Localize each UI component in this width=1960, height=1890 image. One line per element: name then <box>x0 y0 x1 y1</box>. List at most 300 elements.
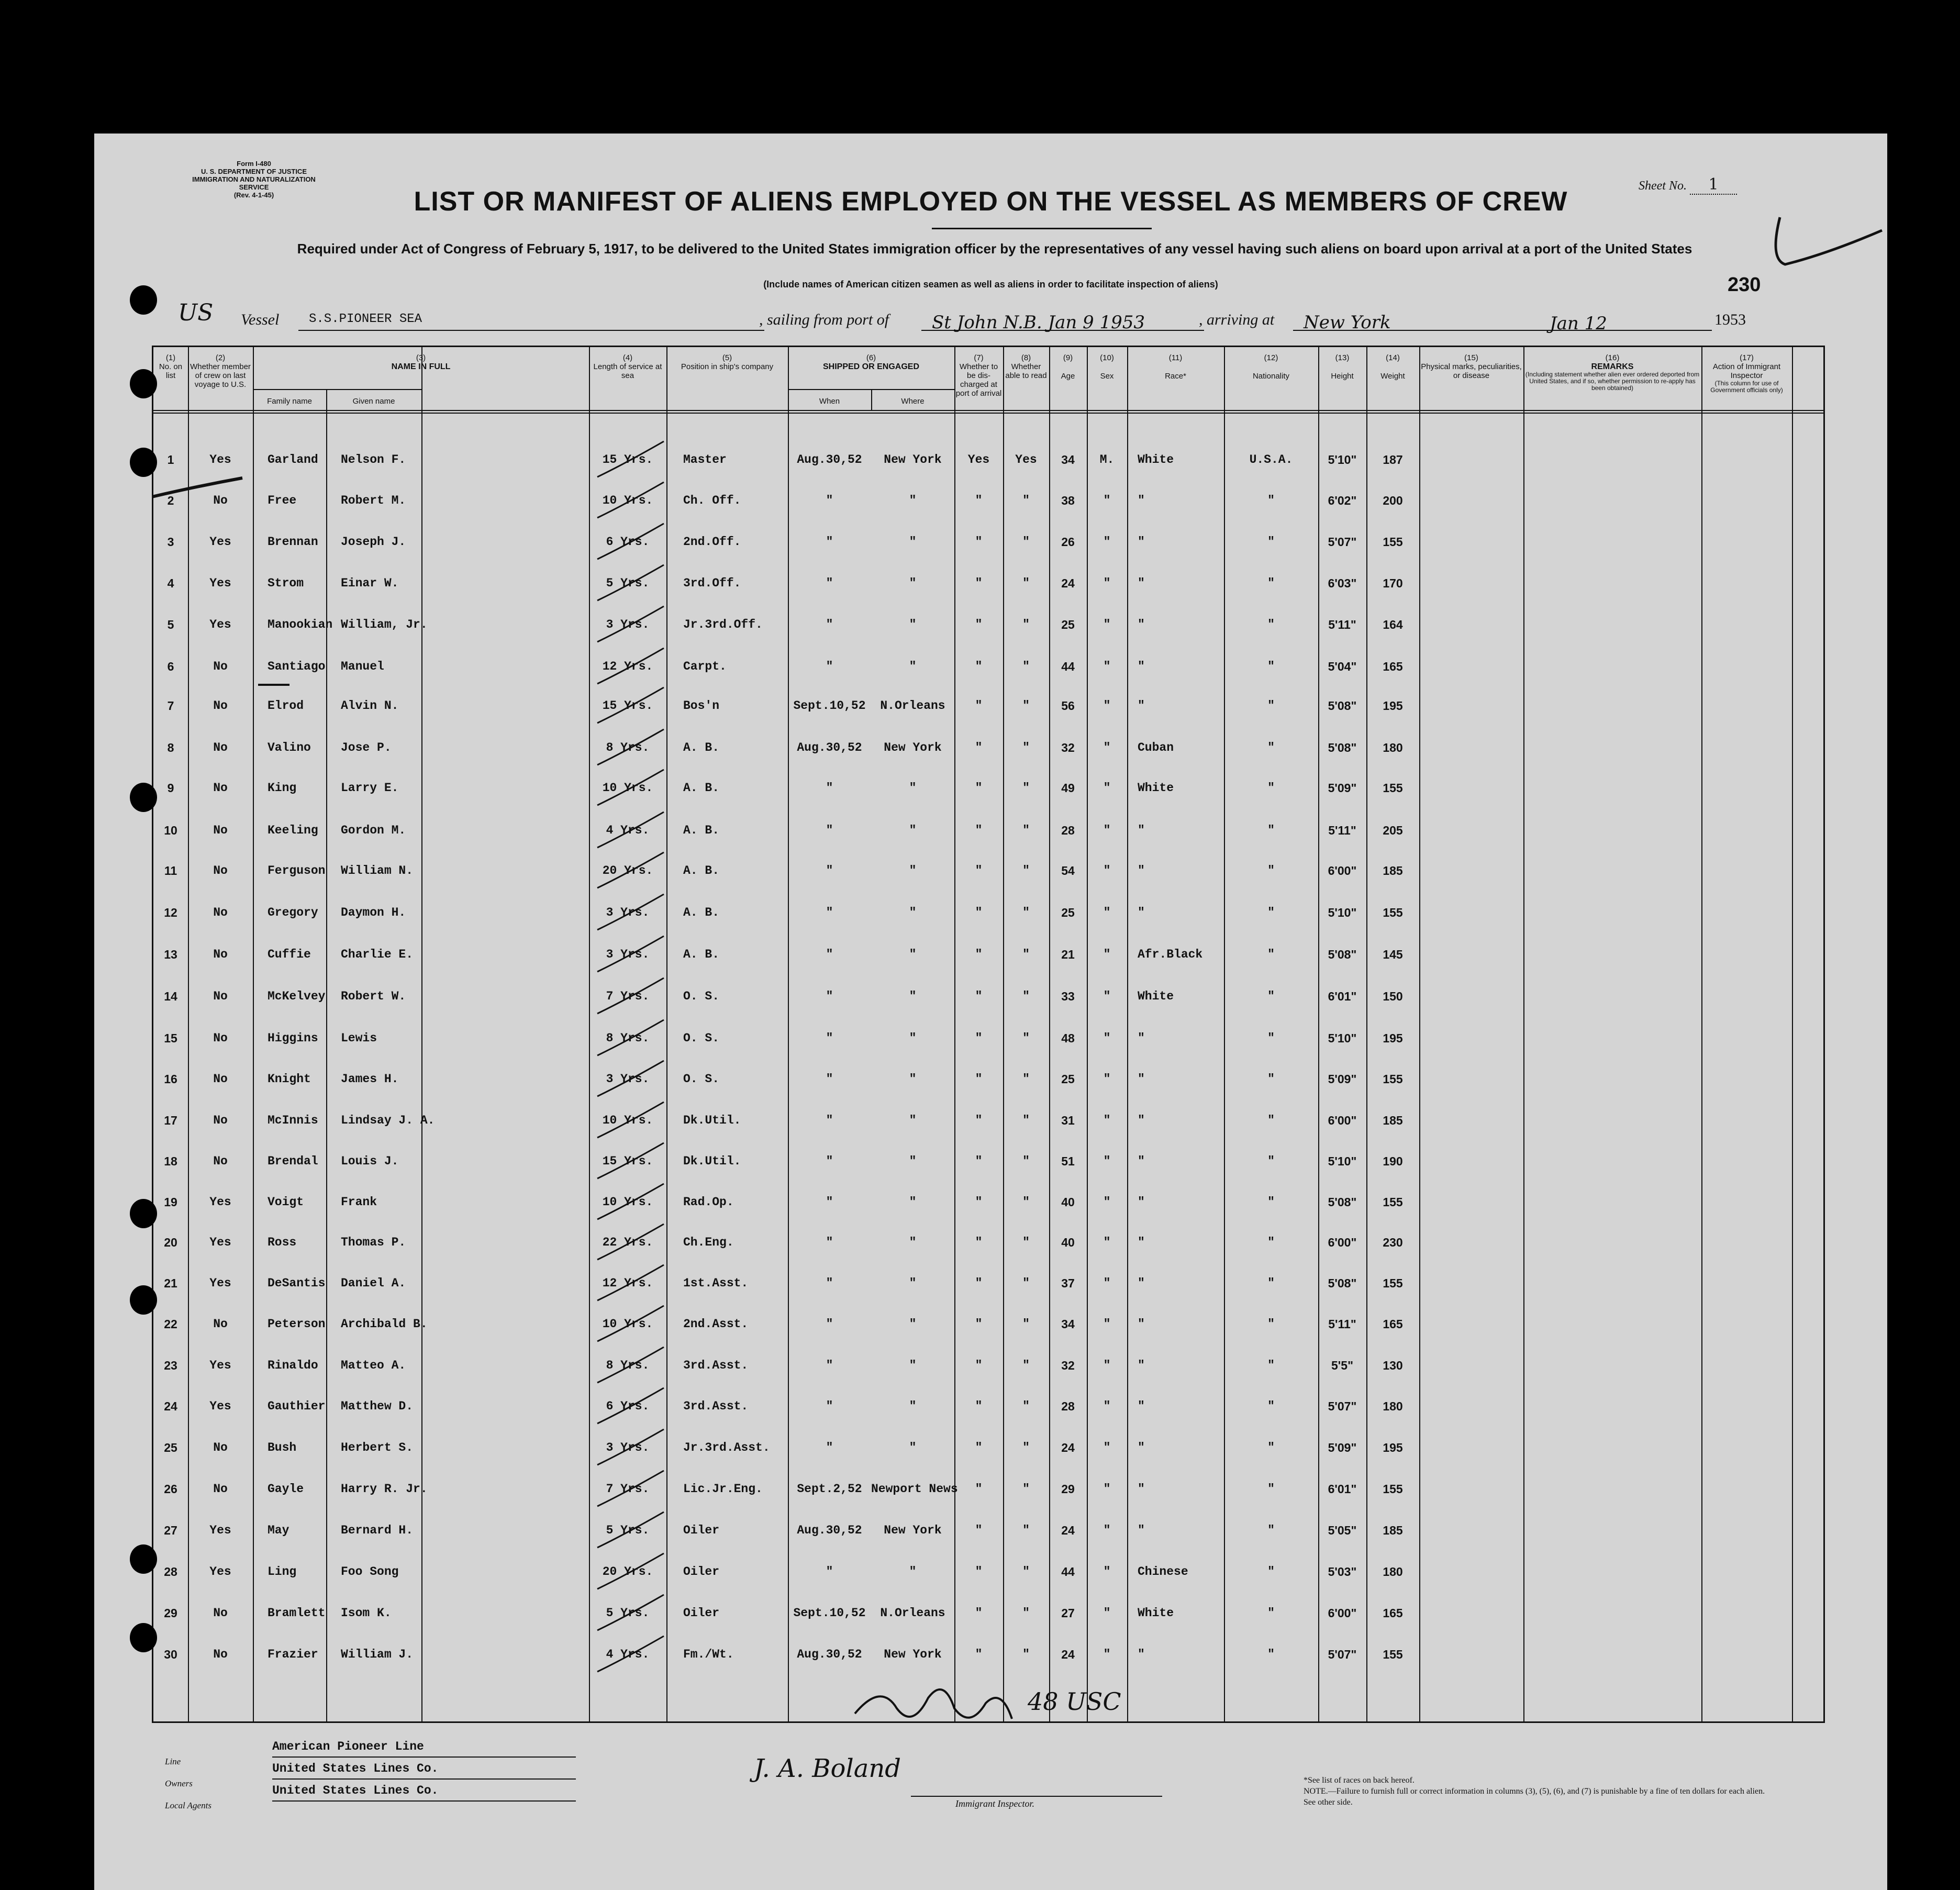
cell-position: Jr.3rd.Asst. <box>683 1441 770 1454</box>
cell-read: " <box>1022 1276 1030 1290</box>
cell-position: 3rd.Asst. <box>683 1359 749 1372</box>
cell-read: " <box>1022 1195 1030 1209</box>
cell-service: 6 Yrs. <box>606 1399 650 1413</box>
cell-sex: " <box>1103 1072 1111 1086</box>
cell-where: " <box>909 1236 917 1249</box>
cell-age: 34 <box>1061 453 1075 466</box>
cell-service: 15 Yrs. <box>602 699 653 713</box>
cell-height: 5'05" <box>1328 1524 1357 1537</box>
cell-age: 25 <box>1061 1072 1075 1086</box>
cell-prev: No <box>213 1154 228 1168</box>
cell-read: " <box>1022 699 1030 713</box>
cell-no: 3 <box>167 535 174 549</box>
cell-no: 15 <box>164 1031 177 1045</box>
cell-prev: No <box>213 1031 228 1045</box>
cell-read: " <box>1022 1317 1030 1331</box>
cell-where: " <box>909 1359 917 1372</box>
cell-when: " <box>826 660 833 673</box>
cell-nat: " <box>1267 1154 1275 1168</box>
cell-age: 48 <box>1061 1031 1075 1045</box>
cell-age: 40 <box>1061 1195 1075 1209</box>
cell-disch: " <box>975 535 983 549</box>
service-check-stroke <box>597 936 664 972</box>
header-no: (1) No. on list <box>159 353 183 380</box>
cell-service: 8 Yrs. <box>606 1359 650 1372</box>
cell-nat: " <box>1267 1072 1275 1086</box>
cell-given: Archibald B. <box>341 1317 428 1331</box>
punch-hole <box>130 1544 157 1574</box>
cell-prev: Yes <box>209 1276 231 1290</box>
cell-family: May <box>268 1524 289 1537</box>
cell-disch: " <box>975 1154 983 1168</box>
cell-weight: 150 <box>1383 990 1403 1003</box>
punch-hole <box>130 448 157 477</box>
cell-nat: " <box>1267 948 1275 961</box>
cell-service: 3 Yrs. <box>606 948 650 961</box>
cell-race: " <box>1138 1648 1145 1661</box>
cell-weight: 185 <box>1383 1114 1403 1127</box>
line-label: Line <box>165 1756 181 1766</box>
cell-prev: No <box>213 741 228 754</box>
cell-prev: No <box>213 660 228 673</box>
cell-weight: 195 <box>1383 1031 1403 1045</box>
cell-sex: " <box>1103 864 1111 877</box>
cell-race: " <box>1138 1031 1145 1045</box>
cell-no: 12 <box>164 906 177 919</box>
service-check-stroke <box>597 729 664 765</box>
cell-nat: " <box>1267 1606 1275 1620</box>
cell-no: 23 <box>164 1359 177 1372</box>
cell-sex: " <box>1103 1441 1111 1454</box>
races-note: *See list of races on back hereof. <box>1304 1776 1415 1785</box>
header-weight: (14) Weight <box>1380 353 1405 381</box>
cell-position: Master <box>683 453 727 466</box>
cell-race: " <box>1138 660 1145 673</box>
cell-no: 28 <box>164 1565 177 1578</box>
cell-weight: 187 <box>1383 453 1403 466</box>
cell-no: 19 <box>164 1195 177 1209</box>
cell-height: 5'11" <box>1328 618 1356 631</box>
cell-service: 3 Yrs. <box>606 1441 650 1454</box>
cell-race: " <box>1138 1482 1145 1496</box>
cell-read: " <box>1022 1236 1030 1249</box>
cell-disch: " <box>975 1236 983 1249</box>
cell-disch: Yes <box>967 453 990 466</box>
header-read: (8) Whether able to read <box>1005 353 1047 380</box>
header-prev-voyage: (2) Whether member of crew on last voyage to U.S. <box>190 353 251 389</box>
cell-when: " <box>826 781 833 795</box>
header-name: (3) NAME IN FULL <box>391 353 451 371</box>
cell-height: 5'11" <box>1328 1317 1356 1331</box>
cell-service: 5 Yrs. <box>606 576 650 590</box>
cell-disch: " <box>975 1524 983 1537</box>
cell-when: " <box>826 864 833 877</box>
cell-age: 33 <box>1061 990 1075 1003</box>
cell-race: " <box>1138 1072 1145 1086</box>
header-sex: (10) Sex <box>1100 353 1114 381</box>
cell-position: A. B. <box>683 824 720 837</box>
cell-when: " <box>826 824 833 837</box>
header-discharged: (7) Whether to be dis-charged at port of arrival <box>955 353 1002 398</box>
cell-race: Afr.Black <box>1138 948 1203 961</box>
cell-height: 5'03" <box>1328 1565 1357 1578</box>
cell-age: 27 <box>1061 1606 1075 1620</box>
cell-where: " <box>909 1399 917 1413</box>
vessel-label: Vessel <box>241 311 280 328</box>
cell-sex: " <box>1103 1606 1111 1620</box>
cell-disch: " <box>975 864 983 877</box>
cell-weight: 155 <box>1383 781 1403 795</box>
page-subtitle: Required under Act of Congress of February 5, 1917, to be delivered to the United States immigration officer by the representatives of any vessel having such aliens on board upon arrival at a port of the United States <box>297 241 1692 257</box>
cell-no: 29 <box>164 1606 177 1620</box>
service-check-stroke <box>597 1224 664 1260</box>
cell-nat: " <box>1267 1114 1275 1127</box>
cell-prev: No <box>213 1072 228 1086</box>
cell-prev: Yes <box>209 535 231 549</box>
cell-no: 27 <box>164 1524 177 1537</box>
service-check-stroke <box>597 1061 664 1096</box>
cell-prev: No <box>213 948 228 961</box>
cell-age: 32 <box>1061 741 1075 754</box>
cell-nat: " <box>1267 824 1275 837</box>
cell-family: Keeling <box>268 824 318 837</box>
cell-service: 7 Yrs. <box>606 1482 650 1496</box>
cell-given: Charlie E. <box>341 948 414 961</box>
cell-disch: " <box>975 1565 983 1578</box>
cell-race: White <box>1138 781 1174 795</box>
cell-nat: " <box>1267 494 1275 507</box>
cell-no: 24 <box>164 1399 177 1413</box>
cell-where: " <box>909 824 917 837</box>
cell-when: " <box>826 1359 833 1372</box>
cell-given: Lindsay J. A. <box>341 1114 435 1127</box>
cell-where: " <box>909 494 917 507</box>
cell-prev: Yes <box>209 1195 231 1209</box>
cell-given: Manuel <box>341 660 384 673</box>
service-check-stroke <box>597 1306 664 1341</box>
cell-family: Knight <box>268 1072 311 1086</box>
cell-nat: " <box>1267 741 1275 754</box>
cell-disch: " <box>975 618 983 631</box>
service-check-stroke <box>597 482 664 518</box>
cell-disch: " <box>975 1648 983 1661</box>
cell-family: Free <box>268 494 297 507</box>
cell-where: " <box>909 1276 917 1290</box>
cell-position: Oiler <box>683 1524 720 1537</box>
cell-service: 7 Yrs. <box>606 990 650 1003</box>
vessel-line <box>178 299 1746 335</box>
service-check-stroke <box>597 812 664 848</box>
header-remarks: (16) REMARKS (Including statement whether alien ever ordered deported from United States, and if so, whether permission to re-apply has been obtained) <box>1525 353 1700 392</box>
cell-height: 5'09" <box>1328 1072 1357 1086</box>
cell-disch: " <box>975 824 983 837</box>
cell-position: Jr.3rd.Off. <box>683 618 763 631</box>
cell-disch: " <box>975 948 983 961</box>
cell-read: " <box>1022 1399 1030 1413</box>
header-shipped: (6) SHIPPED OR ENGAGED <box>822 353 920 371</box>
punch-hole <box>130 369 157 398</box>
service-check-stroke <box>597 606 664 642</box>
cell-service: 20 Yrs. <box>602 1565 653 1578</box>
cell-disch: " <box>975 906 983 919</box>
cell-sex: " <box>1103 1524 1111 1537</box>
cell-nat: " <box>1267 1524 1275 1537</box>
owners-value: United States Lines Co. <box>272 1762 576 1780</box>
cell-family: Gauthier <box>268 1399 326 1413</box>
cell-service: 5 Yrs. <box>606 1524 650 1537</box>
cell-disch: " <box>975 1114 983 1127</box>
punch-hole <box>130 1285 157 1315</box>
service-check-stroke <box>597 852 664 888</box>
cell-height: 6'01" <box>1328 1482 1357 1496</box>
header-position: (5) Position in ship's company <box>681 353 774 371</box>
cell-position: Oiler <box>683 1565 720 1578</box>
cell-when: Sept.2,52 <box>797 1482 862 1496</box>
cell-disch: " <box>975 1031 983 1045</box>
cell-weight: 195 <box>1383 1441 1403 1454</box>
cell-where: " <box>909 1195 917 1209</box>
cell-no: 18 <box>164 1154 177 1168</box>
cell-disch: " <box>975 1072 983 1086</box>
cell-age: 21 <box>1061 948 1075 961</box>
cell-nat: " <box>1267 906 1275 919</box>
cell-race: White <box>1138 1606 1174 1620</box>
cell-nat: " <box>1267 1399 1275 1413</box>
cell-where: " <box>909 1154 917 1168</box>
cell-where: " <box>909 948 917 961</box>
cell-prev: Yes <box>209 1399 231 1413</box>
cell-sex: " <box>1103 1399 1111 1413</box>
cell-read: " <box>1022 660 1030 673</box>
cell-race: " <box>1138 824 1145 837</box>
cell-nat: " <box>1267 1031 1275 1045</box>
form-number: Form I-480 <box>237 160 271 168</box>
cell-when: " <box>826 1236 833 1249</box>
cell-sex: " <box>1103 576 1111 590</box>
cell-no: 11 <box>164 864 177 877</box>
cell-nat: " <box>1267 1359 1275 1372</box>
cell-given: Thomas P. <box>341 1236 406 1249</box>
form-department: U. S. DEPARTMENT OF JUSTICE <box>201 168 307 175</box>
cell-disch: " <box>975 1276 983 1290</box>
cell-race: " <box>1138 1359 1145 1372</box>
cell-where: New York <box>884 453 942 466</box>
cell-height: 5'5" <box>1331 1359 1353 1372</box>
cell-when: " <box>826 906 833 919</box>
cell-position: A. B. <box>683 741 720 754</box>
cell-family: McInnis <box>268 1114 318 1127</box>
cell-given: William N. <box>341 864 414 877</box>
cell-disch: " <box>975 1359 983 1372</box>
cell-given: Joseph J. <box>341 535 406 549</box>
cell-family: Valino <box>268 741 311 754</box>
cell-position: Lic.Jr.Eng. <box>683 1482 763 1496</box>
cell-prev: No <box>213 1114 228 1127</box>
cell-service: 10 Yrs. <box>602 1317 653 1331</box>
cell-no: 5 <box>167 618 174 631</box>
cell-prev: No <box>213 494 228 507</box>
arriving-date: Jan 12 <box>1455 313 1712 331</box>
inspector-signature: J. A. Boland <box>754 1754 901 1783</box>
cell-service: 5 Yrs. <box>606 1606 650 1620</box>
cell-family: Frazier <box>268 1648 318 1661</box>
cell-where: " <box>909 660 917 673</box>
cell-height: 6'01" <box>1328 990 1357 1003</box>
cell-no: 16 <box>164 1072 177 1086</box>
cell-nat: " <box>1267 1317 1275 1331</box>
cell-read: " <box>1022 824 1030 837</box>
cell-weight: 180 <box>1383 1565 1403 1578</box>
cell-age: 25 <box>1061 618 1075 631</box>
cell-prev: No <box>213 1482 228 1496</box>
cell-height: 5'09" <box>1328 781 1357 795</box>
service-check-stroke <box>597 1429 664 1465</box>
cell-given: William J. <box>341 1648 414 1661</box>
cell-read: " <box>1022 535 1030 549</box>
header-family-name: Family name <box>267 397 312 406</box>
cell-prev: Yes <box>209 1565 231 1578</box>
cell-service: 3 Yrs. <box>606 1072 650 1086</box>
cell-given: Robert W. <box>341 990 406 1003</box>
cell-when: " <box>826 1154 833 1168</box>
cell-age: 40 <box>1061 1236 1075 1249</box>
cell-disch: " <box>975 1441 983 1454</box>
cell-family: Gayle <box>268 1482 304 1496</box>
cell-when: " <box>826 576 833 590</box>
cell-age: 25 <box>1061 906 1075 919</box>
cell-weight: 230 <box>1383 1236 1403 1249</box>
service-check-stroke <box>597 1265 664 1300</box>
cell-disch: " <box>975 990 983 1003</box>
cell-position: 1st.Asst. <box>683 1276 749 1290</box>
cell-sex: " <box>1103 781 1111 795</box>
service-check-stroke <box>597 565 664 601</box>
cell-read: " <box>1022 1031 1030 1045</box>
cell-no: 8 <box>167 741 174 754</box>
cell-sex: M. <box>1099 453 1115 466</box>
cell-where: " <box>909 1317 917 1331</box>
cell-disch: " <box>975 1606 983 1620</box>
cell-given: Foo Song <box>341 1565 399 1578</box>
cell-race: " <box>1138 535 1145 549</box>
cell-service: 8 Yrs. <box>606 1031 650 1045</box>
cell-where: New York <box>884 1648 942 1661</box>
cell-family: Brendal <box>268 1154 318 1168</box>
cell-no: 1 <box>167 453 174 466</box>
cell-height: 5'11" <box>1328 824 1356 837</box>
sailing-port: St John N.B. Jan 9 1953 <box>921 312 1204 331</box>
cell-given: Bernard H. <box>341 1524 414 1537</box>
punch-hole <box>130 783 157 812</box>
cell-nat: " <box>1267 864 1275 877</box>
cell-age: 38 <box>1061 494 1075 507</box>
cell-position: Rad.Op. <box>683 1195 734 1209</box>
cell-race: White <box>1138 990 1174 1003</box>
cell-position: 2nd.Asst. <box>683 1317 749 1331</box>
cell-read: " <box>1022 1154 1030 1168</box>
cell-given: Harry R. Jr. <box>341 1482 428 1496</box>
cell-height: 5'08" <box>1328 948 1357 961</box>
cell-position: O. S. <box>683 1072 720 1086</box>
cell-disch: " <box>975 1482 983 1496</box>
cell-family: Bush <box>268 1441 297 1454</box>
cell-age: 49 <box>1061 781 1075 795</box>
cell-race: " <box>1138 1114 1145 1127</box>
cell-read: " <box>1022 906 1030 919</box>
manifest-sheet <box>94 134 1887 1890</box>
cell-position: A. B. <box>683 864 720 877</box>
service-check-stroke <box>597 1553 664 1589</box>
cell-where: " <box>909 906 917 919</box>
cell-position: A. B. <box>683 906 720 919</box>
cell-service: 10 Yrs. <box>602 781 653 795</box>
cell-height: 5'07" <box>1328 535 1357 549</box>
cell-weight: 155 <box>1383 1648 1403 1661</box>
cell-family: Manookian <box>268 618 333 631</box>
cell-family: Elrod <box>268 699 304 713</box>
cell-age: 56 <box>1061 699 1075 713</box>
vessel-prefix: US <box>178 299 214 326</box>
cell-position: 2nd.Off. <box>683 535 741 549</box>
cell-when: Aug.30,52 <box>797 1648 862 1661</box>
cell-height: 6'03" <box>1328 576 1357 590</box>
cell-height: 6'00" <box>1328 1114 1357 1127</box>
cell-prev: No <box>213 1441 228 1454</box>
cell-height: 5'08" <box>1328 1195 1357 1209</box>
service-check-stroke <box>597 1636 664 1672</box>
cell-position: O. S. <box>683 990 720 1003</box>
cell-race: " <box>1138 1524 1145 1537</box>
cell-weight: 180 <box>1383 741 1403 754</box>
cell-position: A. B. <box>683 948 720 961</box>
handwritten-note: 48 USC <box>1028 1687 1121 1716</box>
cell-age: 37 <box>1061 1276 1075 1290</box>
cell-age: 24 <box>1061 1441 1075 1454</box>
service-check-stroke <box>597 1102 664 1138</box>
cell-family: McKelvey <box>268 990 326 1003</box>
arriving-year: 1953 <box>1714 311 1746 328</box>
cell-when: " <box>826 1565 833 1578</box>
cell-race: " <box>1138 699 1145 713</box>
cell-sex: " <box>1103 1565 1111 1578</box>
cell-where: " <box>909 576 917 590</box>
cell-no: 26 <box>164 1482 177 1496</box>
cell-where: " <box>909 1441 917 1454</box>
cell-when: Sept.10,52 <box>793 1606 866 1620</box>
cell-race: " <box>1138 1441 1145 1454</box>
cell-given: William, Jr. <box>341 618 428 631</box>
cell-prev: No <box>213 1648 228 1661</box>
arriving-label: , arriving at <box>1199 311 1275 328</box>
service-check-stroke <box>597 978 664 1014</box>
cell-sex: " <box>1103 1359 1111 1372</box>
cell-read: " <box>1022 1524 1030 1537</box>
cell-age: 31 <box>1061 1114 1075 1127</box>
crew-table <box>152 346 1825 1723</box>
cell-race: White <box>1138 453 1174 466</box>
cell-service: 4 Yrs. <box>606 824 650 837</box>
cell-family: Garland <box>268 453 318 466</box>
cell-family: Peterson <box>268 1317 326 1331</box>
cell-given: Larry E. <box>341 781 399 795</box>
cell-nat: U.S.A. <box>1249 453 1293 466</box>
cell-service: 3 Yrs. <box>606 618 650 631</box>
cell-age: 54 <box>1061 864 1075 877</box>
cell-nat: " <box>1267 1648 1275 1661</box>
cell-sex: " <box>1103 1031 1111 1045</box>
cell-sex: " <box>1103 1317 1111 1331</box>
cell-given: Matthew D. <box>341 1399 414 1413</box>
